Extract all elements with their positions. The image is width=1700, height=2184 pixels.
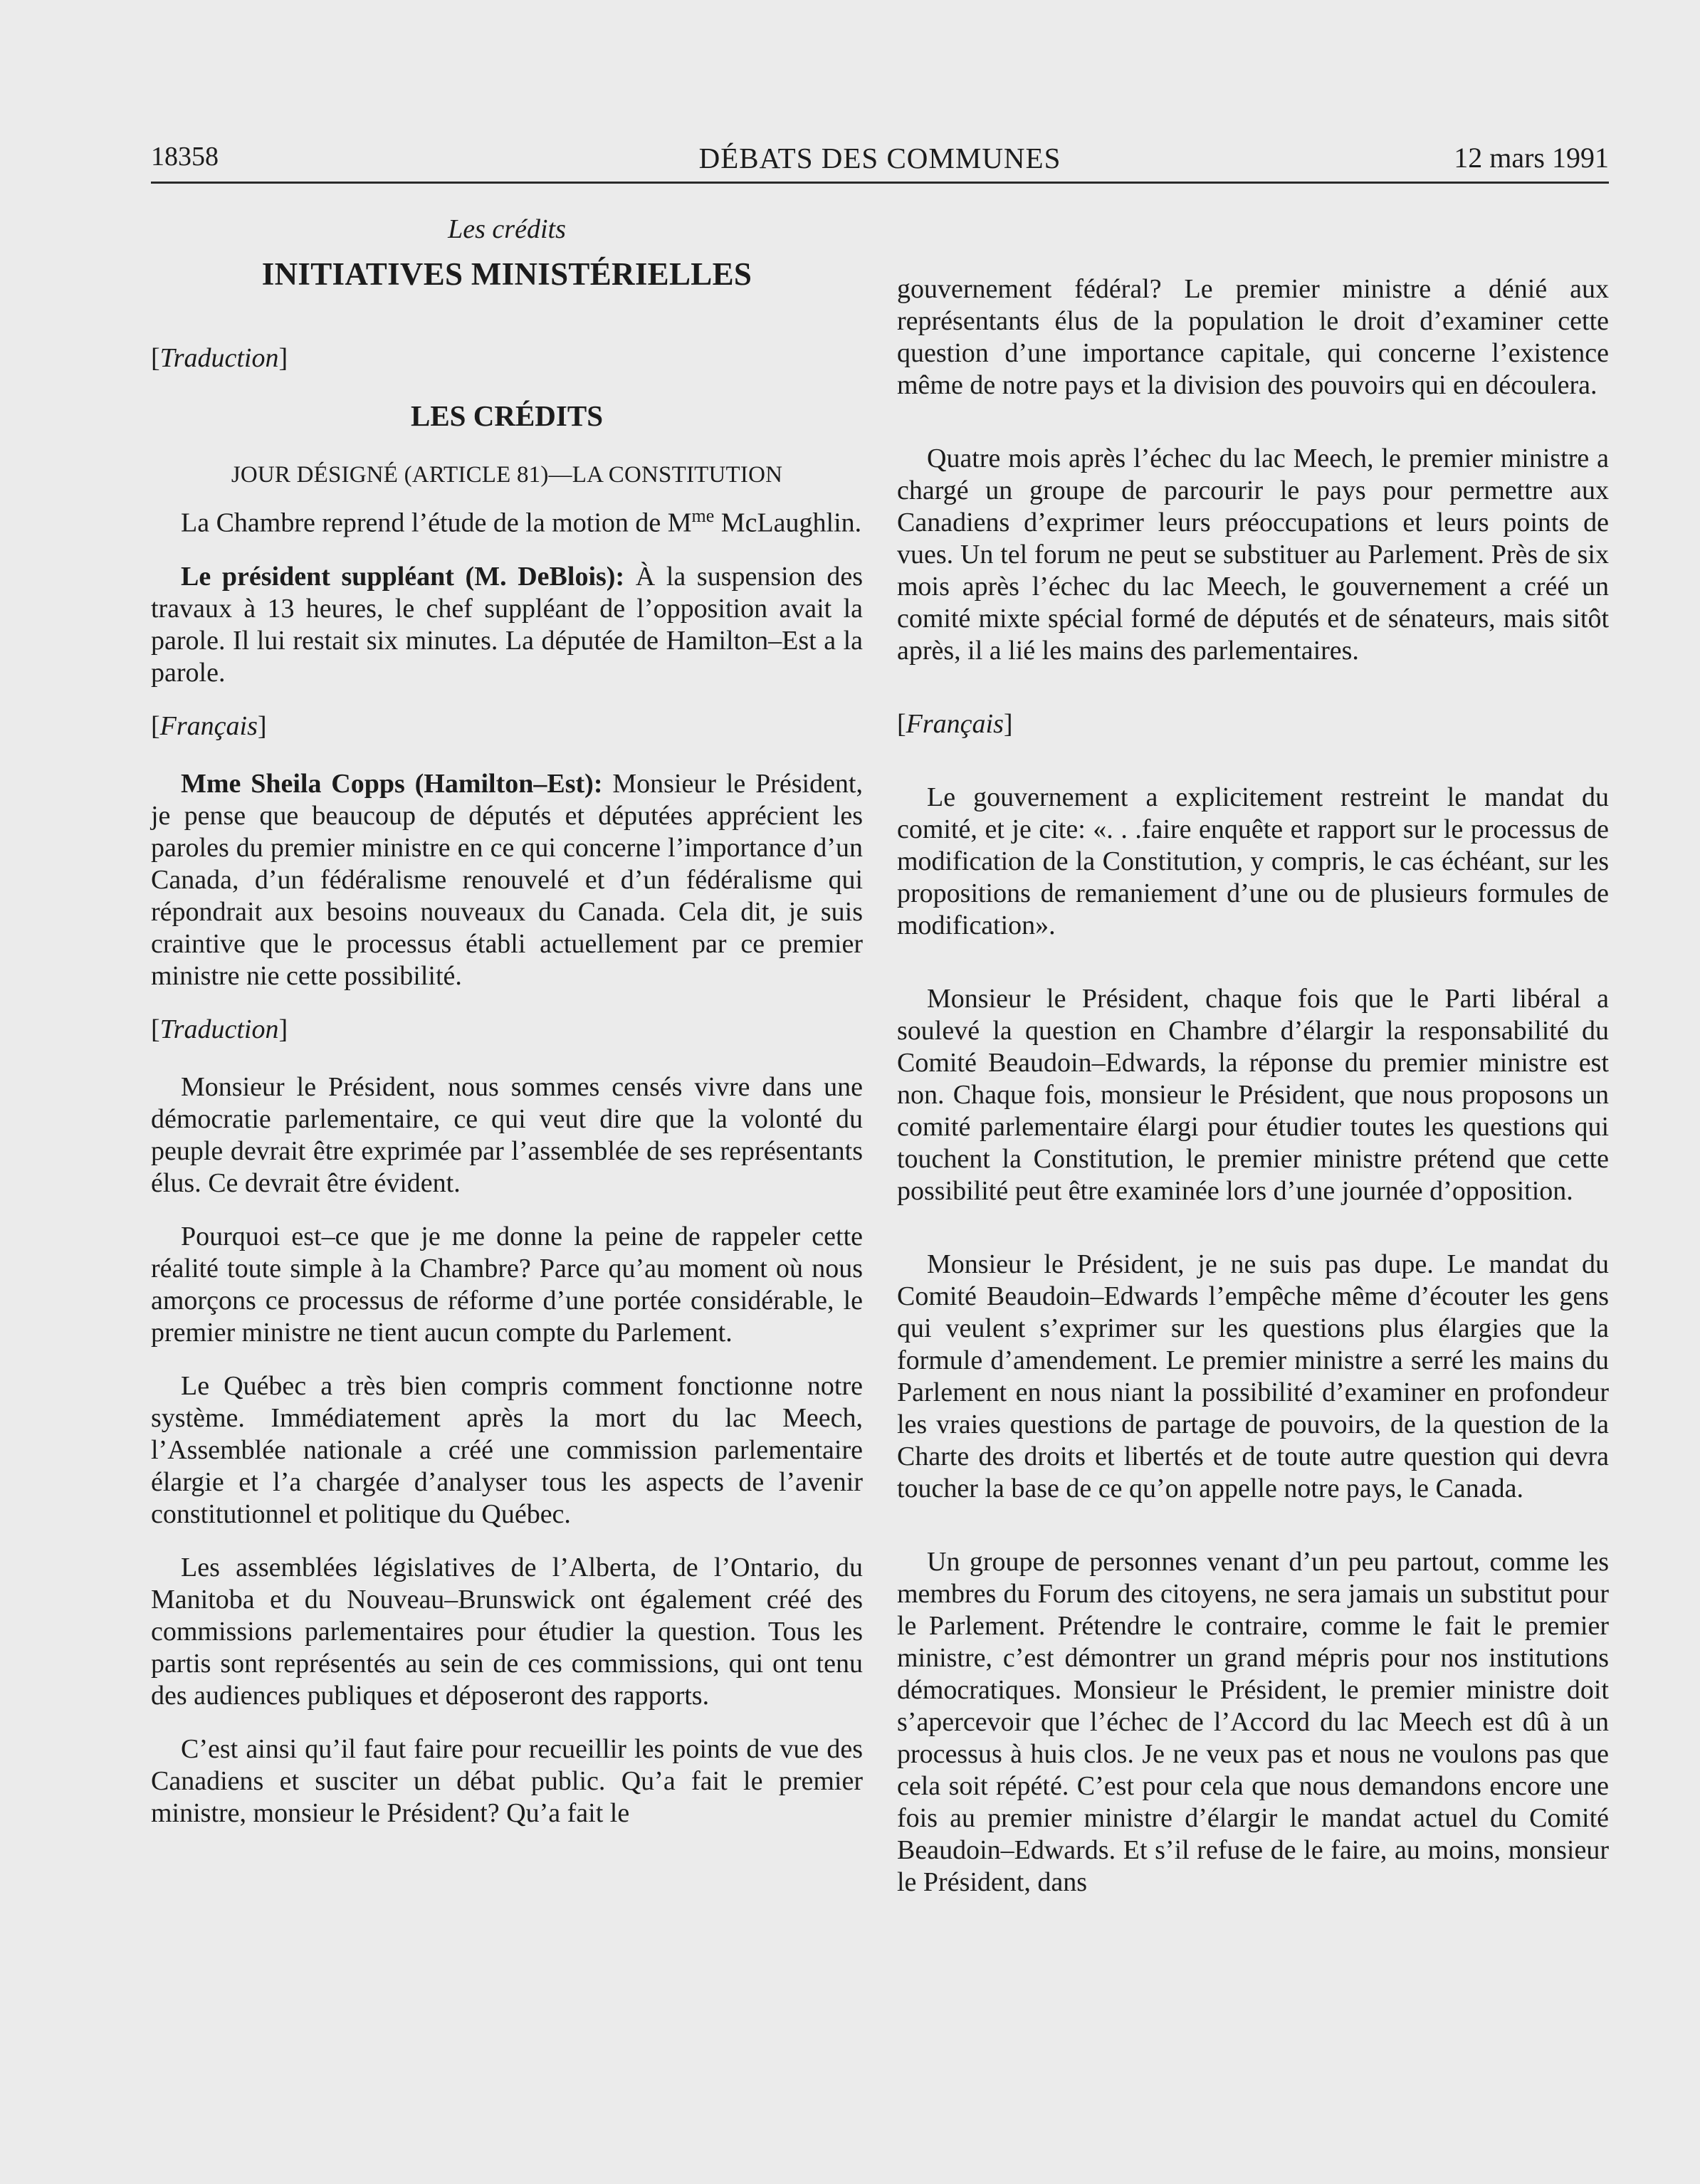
language-tag: [Français] xyxy=(151,710,267,741)
language-tag-text: Traduction xyxy=(159,343,279,373)
paragraph: Pourquoi est–ce que je me donne la peine de rappeler cette réalité toute simple à la Chambre? Parce qu’au moment où nous amorçons ce processus de réforme d’une portée considérable, le premier ministre ne tient aucun compte du Parlement. xyxy=(151,1221,863,1348)
right-column xyxy=(897,273,1609,1920)
sub-subheading: JOUR DÉSIGNÉ (ARTICLE 81)—LA CONSTITUTION xyxy=(231,462,783,488)
main-heading: INITIATIVES MINISTÉRIELLES xyxy=(261,256,752,292)
language-tag-text: Français xyxy=(906,709,1004,739)
language-tag-text: Traduction xyxy=(159,1014,279,1044)
left-column xyxy=(151,214,863,1851)
paragraph: Le Québec a très bien compris comment fonctionne notre système. Immédiatement après la mort du lac Meech, l’Assemblée nationale a créé une commission parlementaire élargie et l’a chargée d’analyser tous les aspects de l’avenir constitutionnel et politique du Québec. xyxy=(151,1370,863,1529)
paragraph: Monsieur le Président, chaque fois que le Parti libéral a soulevé la question en Chambre d’élargir la responsabilité du Comité Beaudoin–Edwards, la réponse du premier ministre est non. Chaque fois, monsieur le Président, que nous proposons un comité parlementaire élargi pour étudier toutes les questions qui touchent la Constitution, le premier ministre prétend que cette possibilité peut être examinée lors d’une journée d’opposition. xyxy=(897,984,1609,1206)
header-rule xyxy=(151,182,1609,184)
speaker-name: Le président suppléant (M. DeBlois): xyxy=(181,561,625,592)
paragraph: Monsieur le Président, je ne suis pas dupe. Le mandat du Comité Beaudoin–Edwards l’empêche même d’écouter les gens qui veulent s’exprimer sur les questions plus élargies que la formule d’amendement. Le premier ministre a serré les mains du Parlement en nous niant la possibilité d’examiner en profondeur les vraies questions de partage de pouvoirs, de la question de la Charte des droits et libertés et de toute autre question qui devra toucher la base de ce qu’on appelle notre pays, le Canada. xyxy=(897,1249,1609,1503)
paragraph: gouvernement fédéral? Le premier ministre a dénié aux représentants élus de la population le droit d’examiner cette question d’une importance capitale, qui concerne l’existence même de notre pays et la division des pouvoirs qui en découlera. xyxy=(897,274,1609,400)
language-tag: [Traduction] xyxy=(151,1014,288,1044)
paragraph xyxy=(151,561,863,689)
paragraph-text: Monsieur le Président, je pense que beaucoup de députés et députées apprécient les paroles du premier ministre en ce qui concerne l’importance d’un Canada, d’un fédéralisme renouvelé et d’un fédéralisme qui répondrait aux besoins nouveaux du Canada. Cela dit, je suis craintive que le processus établi actuellement par ce premier ministre nie cette possibilité. xyxy=(151,768,863,991)
page-number: 18358 xyxy=(151,142,219,172)
running-header xyxy=(151,141,1609,174)
paragraph: C’est ainsi qu’il faut faire pour recueillir les points de vue des Canadiens et susciter un débat public. Qu’a fait le premier ministre, monsieur le Président? Qu’a fait le xyxy=(151,1733,863,1828)
issue-date: 12 mars 1991 xyxy=(1454,142,1609,174)
paragraph-text: À la suspension des travaux à 13 heures, le chef suppléant de l’opposition avait la parole. Il lui restait six minutes. La députée de Hamilton–Est a la parole. xyxy=(151,561,863,688)
language-tag: [Français] xyxy=(897,709,1013,739)
paragraph: Monsieur le Président, nous sommes censés vivre dans une démocratie parlementaire, ce qui veut dire que la volonté du peuple devrait être exprimée par l’assemblée de ses représentants élus. Ce devrait être évident. xyxy=(151,1071,863,1198)
superscript: me xyxy=(691,505,715,526)
paragraph xyxy=(151,768,863,992)
language-tag-text: Français xyxy=(159,710,258,741)
subheading: LES CRÉDITS xyxy=(410,399,604,432)
publication-title: DÉBATS DES COMMUNES xyxy=(698,142,1061,174)
paragraph-text: La Chambre reprend l’étude de la motion de M xyxy=(181,508,692,538)
paragraph xyxy=(151,500,863,540)
section-label: Les crédits xyxy=(448,214,566,244)
paragraph: Le gouvernement a explicitement restreint le mandat du comité, et je cite: «. . .faire enquête et rapport sur le processus de modification de la Constitution, y compris, le cas échéant, sur les propositions de remaniement d’une ou de plusieurs formules de modification». xyxy=(897,782,1609,940)
paragraph-text: McLaughlin. xyxy=(714,508,862,538)
speaker-name: Mme Sheila Copps (Hamilton–Est): xyxy=(181,768,603,799)
language-tag: [Traduction] xyxy=(151,343,288,373)
paragraph: Un groupe de personnes venant d’un peu partout, comme les membres du Forum des citoyens, ne sera jamais un substitut pour le Parlement. Prétendre le contraire, comme le fait le premier ministre, c’est démontrer un grand mépris pour nos institutions démocratiques. Monsieur le Président, le premier ministre doit s’apercevoir que l’échec de l’Accord du lac Meech est dû à un processus à huis clos. Je ne veux pas et nous ne voulons pas que cela soit répété. C’est pour cela que nous demandons encore une fois au premier ministre d’élargir le mandat actuel du Comité Beaudoin–Edwards. Et s’il refuse de le faire, au moins, monsieur le Président, dans xyxy=(897,1547,1609,1897)
paragraph: Les assemblées législatives de l’Alberta, de l’Ontario, du Manitoba et du Nouveau–Brunswick ont également créé des commissions parlementaires pour étudier la question. Tous les partis sont représentés au sein de ces commissions, qui ont tenu des audiences publiques et déposeront des rapports. xyxy=(151,1552,863,1711)
paragraph: Quatre mois après l’échec du lac Meech, le premier ministre a chargé un groupe de parcourir le pays pour permettre aux Canadiens d’exprimer leurs préoccupations et leurs points de vues. Un tel forum ne peut se substituer au Parlement. Près de six mois après l’échec du lac Meech, le gouvernement a créé un comité mixte spécial formé de députés et de sénateurs, mais sitôt après, il a lié les mains des parlementaires. xyxy=(897,443,1609,666)
